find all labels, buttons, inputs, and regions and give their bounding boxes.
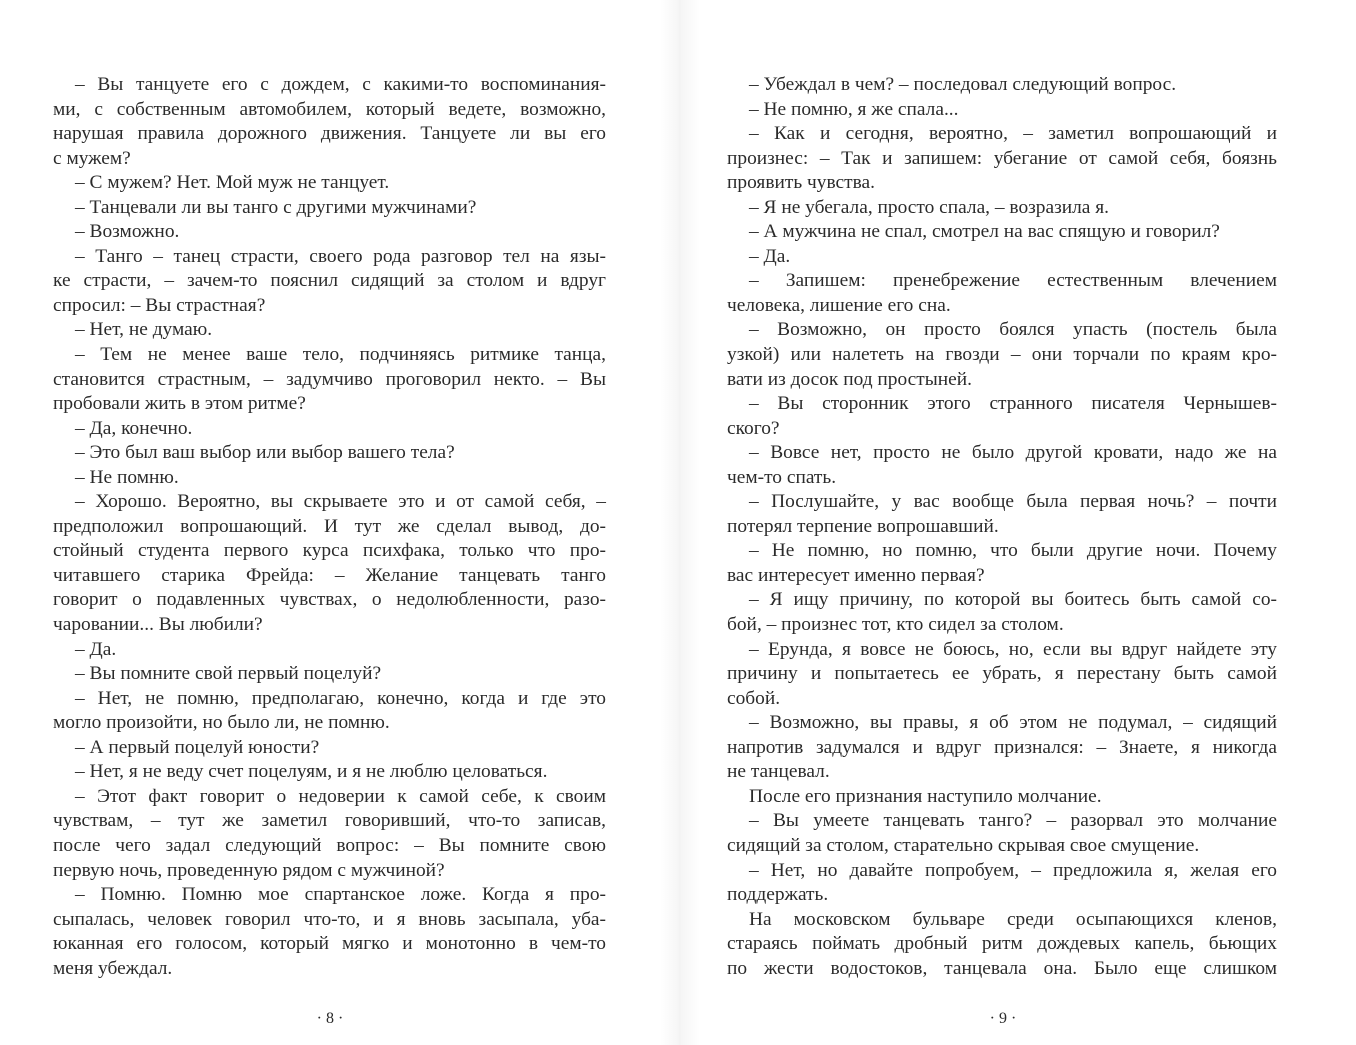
- text-line: предположил вопрошающий. И тут же сделал вывод, до-: [53, 515, 606, 537]
- text-line: – Танцевали ли вы танго с другими мужчинами?: [75, 196, 477, 218]
- text-line: – Тем не менее ваше тело, подчиняясь ритмике танца,: [75, 344, 606, 366]
- text-line: стойный студента первого курса психфака, только что про-: [53, 540, 606, 562]
- text-line: – А мужчина не спал, смотрел на вас спящую и говорил?: [749, 221, 1220, 243]
- text-line: – Не помню, но помню, что были другие ночи. Почему: [749, 540, 1277, 562]
- text-line: спросил: – Вы страстная?: [53, 294, 266, 316]
- text-line: юканная его голосом, который мягко и монотонно в чем-то: [53, 933, 606, 955]
- text-line: человека, лишение его сна.: [727, 294, 951, 316]
- page-number-left: · 8 ·: [316, 1010, 344, 1027]
- text-line: по жести водостоков, танцевала она. Было еще слишком: [727, 957, 1277, 979]
- text-line: – Возможно, вы правы, я об этом не подумал, – сидящий: [749, 712, 1277, 734]
- text-line: стараясь поймать дробный ритм дождевых капель, бьющих: [727, 933, 1277, 955]
- text-line: читавшего старика Фрейда: – Желание танцевать танго: [53, 564, 606, 586]
- text-line: чем-то спать.: [727, 466, 837, 488]
- text-line: – Танго – танец страсти, своего рода разговор тел на язы-: [75, 245, 606, 267]
- text-line: ми, с собственным автомобилем, который ведете, возможно,: [53, 98, 606, 120]
- text-line: поддержать.: [727, 884, 829, 906]
- text-line: бой, – произнес тот, кто сидел за столом.: [727, 614, 1064, 636]
- text-line: – Вы сторонник этого странного писателя Чернышев-: [749, 393, 1277, 415]
- text-line: узкой) или налететь на гвозди – они торчали по краям кро-: [727, 344, 1277, 366]
- text-line: – Вы помните свой первый поцелуй?: [75, 663, 382, 685]
- text-line: вас интересует именно первая?: [727, 564, 985, 586]
- text-line: – Нет, не думаю.: [75, 319, 213, 341]
- text-line: – Вы танцуете его с дождем, с какими-то воспоминания-: [75, 74, 606, 95]
- text-line: – А первый поцелуй юности?: [75, 736, 320, 758]
- text-line: – Я не убегала, просто спала, – возразила я.: [749, 196, 1110, 218]
- text-line: – Послушайте, у вас вообще была первая ночь? – почти: [749, 491, 1277, 513]
- page-number-right: · 9 ·: [989, 1010, 1017, 1027]
- text-line: ского?: [727, 417, 780, 439]
- text-line: собой.: [727, 687, 781, 709]
- text-line: – Вы умеете танцевать танго? – разорвал это молчание: [749, 810, 1277, 832]
- text-line: На московском бульваре среди осыпающихся кленов,: [749, 908, 1277, 930]
- text-line: становится страстным, – задумчиво проговорил некто. – Вы: [53, 368, 606, 390]
- text-line: пробовали жить в этом ритме?: [53, 393, 306, 415]
- text-line: сидящий за столом, старательно скрывая свое смущение.: [727, 834, 1200, 856]
- text-line: – Это был ваш выбор или выбор вашего тела?: [75, 442, 455, 464]
- text-line: вати из досок под простыней.: [727, 368, 972, 390]
- text-line: – Ерунда, я вовсе не боюсь, но, если вы вдруг найдете эту: [749, 638, 1277, 660]
- right-page: [678, 0, 1356, 1045]
- text-line: первую ночь, проведенную рядом с мужчиной?: [53, 859, 445, 881]
- text-line: – Убеждал в чем? – последовал следующий вопрос.: [749, 74, 1177, 95]
- text-line: потерял терпение вопрошавший.: [727, 515, 999, 537]
- text-line: – Не помню.: [75, 466, 179, 488]
- text-line: произнес: – Так и запишем: убегание от самой себя, боязнь: [727, 147, 1277, 169]
- text-line: После его признания наступило молчание.: [749, 785, 1102, 807]
- text-line: проявить чувства.: [727, 172, 875, 194]
- right-page-text: [727, 73, 1277, 981]
- book-gutter: [660, 0, 700, 1045]
- text-line: чаровании... Вы любили?: [53, 614, 263, 636]
- text-line: – Как и сегодня, вероятно, – заметил вопрошающий и: [749, 123, 1277, 145]
- text-line: нарушая правила дорожного движения. Танцуете ли вы его: [53, 123, 606, 145]
- left-page-text: [53, 73, 606, 981]
- text-line: сыпалась, человек говорил что-то, и я вновь засыпала, уба-: [53, 908, 606, 930]
- text-line: могло произойти, но было ли, не помню.: [53, 712, 390, 734]
- text-line: – Да.: [75, 638, 117, 660]
- text-line: – Возможно.: [75, 221, 180, 243]
- text-line: причину и попытаетесь ее убрать, я перестану быть самой: [727, 663, 1277, 685]
- text-line: – Нет, я не веду счет поцелуям, и я не люблю целоваться.: [75, 761, 548, 783]
- text-line: – Запишем: пренебрежение естественным влечением: [749, 270, 1277, 292]
- text-line: – Нет, но давайте попробуем, – предложила я, желая его: [749, 859, 1277, 881]
- text-line: чувствам, – тут же заметил говоривший, что-то записав,: [53, 810, 606, 832]
- text-line: – Не помню, я же спала...: [749, 98, 959, 120]
- text-line: после чего задал следующий вопрос: – Вы помните свою: [53, 834, 606, 856]
- text-line: – Да.: [749, 245, 791, 267]
- text-line: не танцевал.: [727, 761, 830, 783]
- text-line: напротив задумался и вдруг признался: – Знаете, я никогда: [727, 736, 1277, 758]
- text-line: – Этот факт говорит о недоверии к самой себе, к своим: [75, 785, 606, 807]
- text-line: – Вовсе нет, просто не было другой кровати, надо же на: [749, 442, 1277, 464]
- text-line: – Помню. Помню мое спартанское ложе. Когда я про-: [75, 884, 606, 906]
- text-line: говорит о подавленных чувствах, о недолюбленности, разо-: [53, 589, 606, 611]
- text-line: с мужем?: [53, 147, 131, 169]
- text-line: – С мужем? Нет. Мой муж не танцует.: [75, 172, 390, 194]
- text-line: – Да, конечно.: [75, 417, 193, 439]
- text-line: – Хорошо. Вероятно, вы скрываете это и от самой себя, –: [75, 491, 606, 513]
- text-line: меня убеждал.: [53, 957, 173, 979]
- text-line: – Нет, не помню, предполагаю, конечно, когда и где это: [75, 687, 606, 709]
- text-line: ке страсти, – зачем-то пояснил сидящий за столом и вдруг: [53, 270, 606, 292]
- text-line: – Я ищу причину, по которой вы боитесь быть самой со-: [749, 589, 1277, 611]
- text-line: – Возможно, он просто боялся упасть (постель была: [749, 319, 1277, 341]
